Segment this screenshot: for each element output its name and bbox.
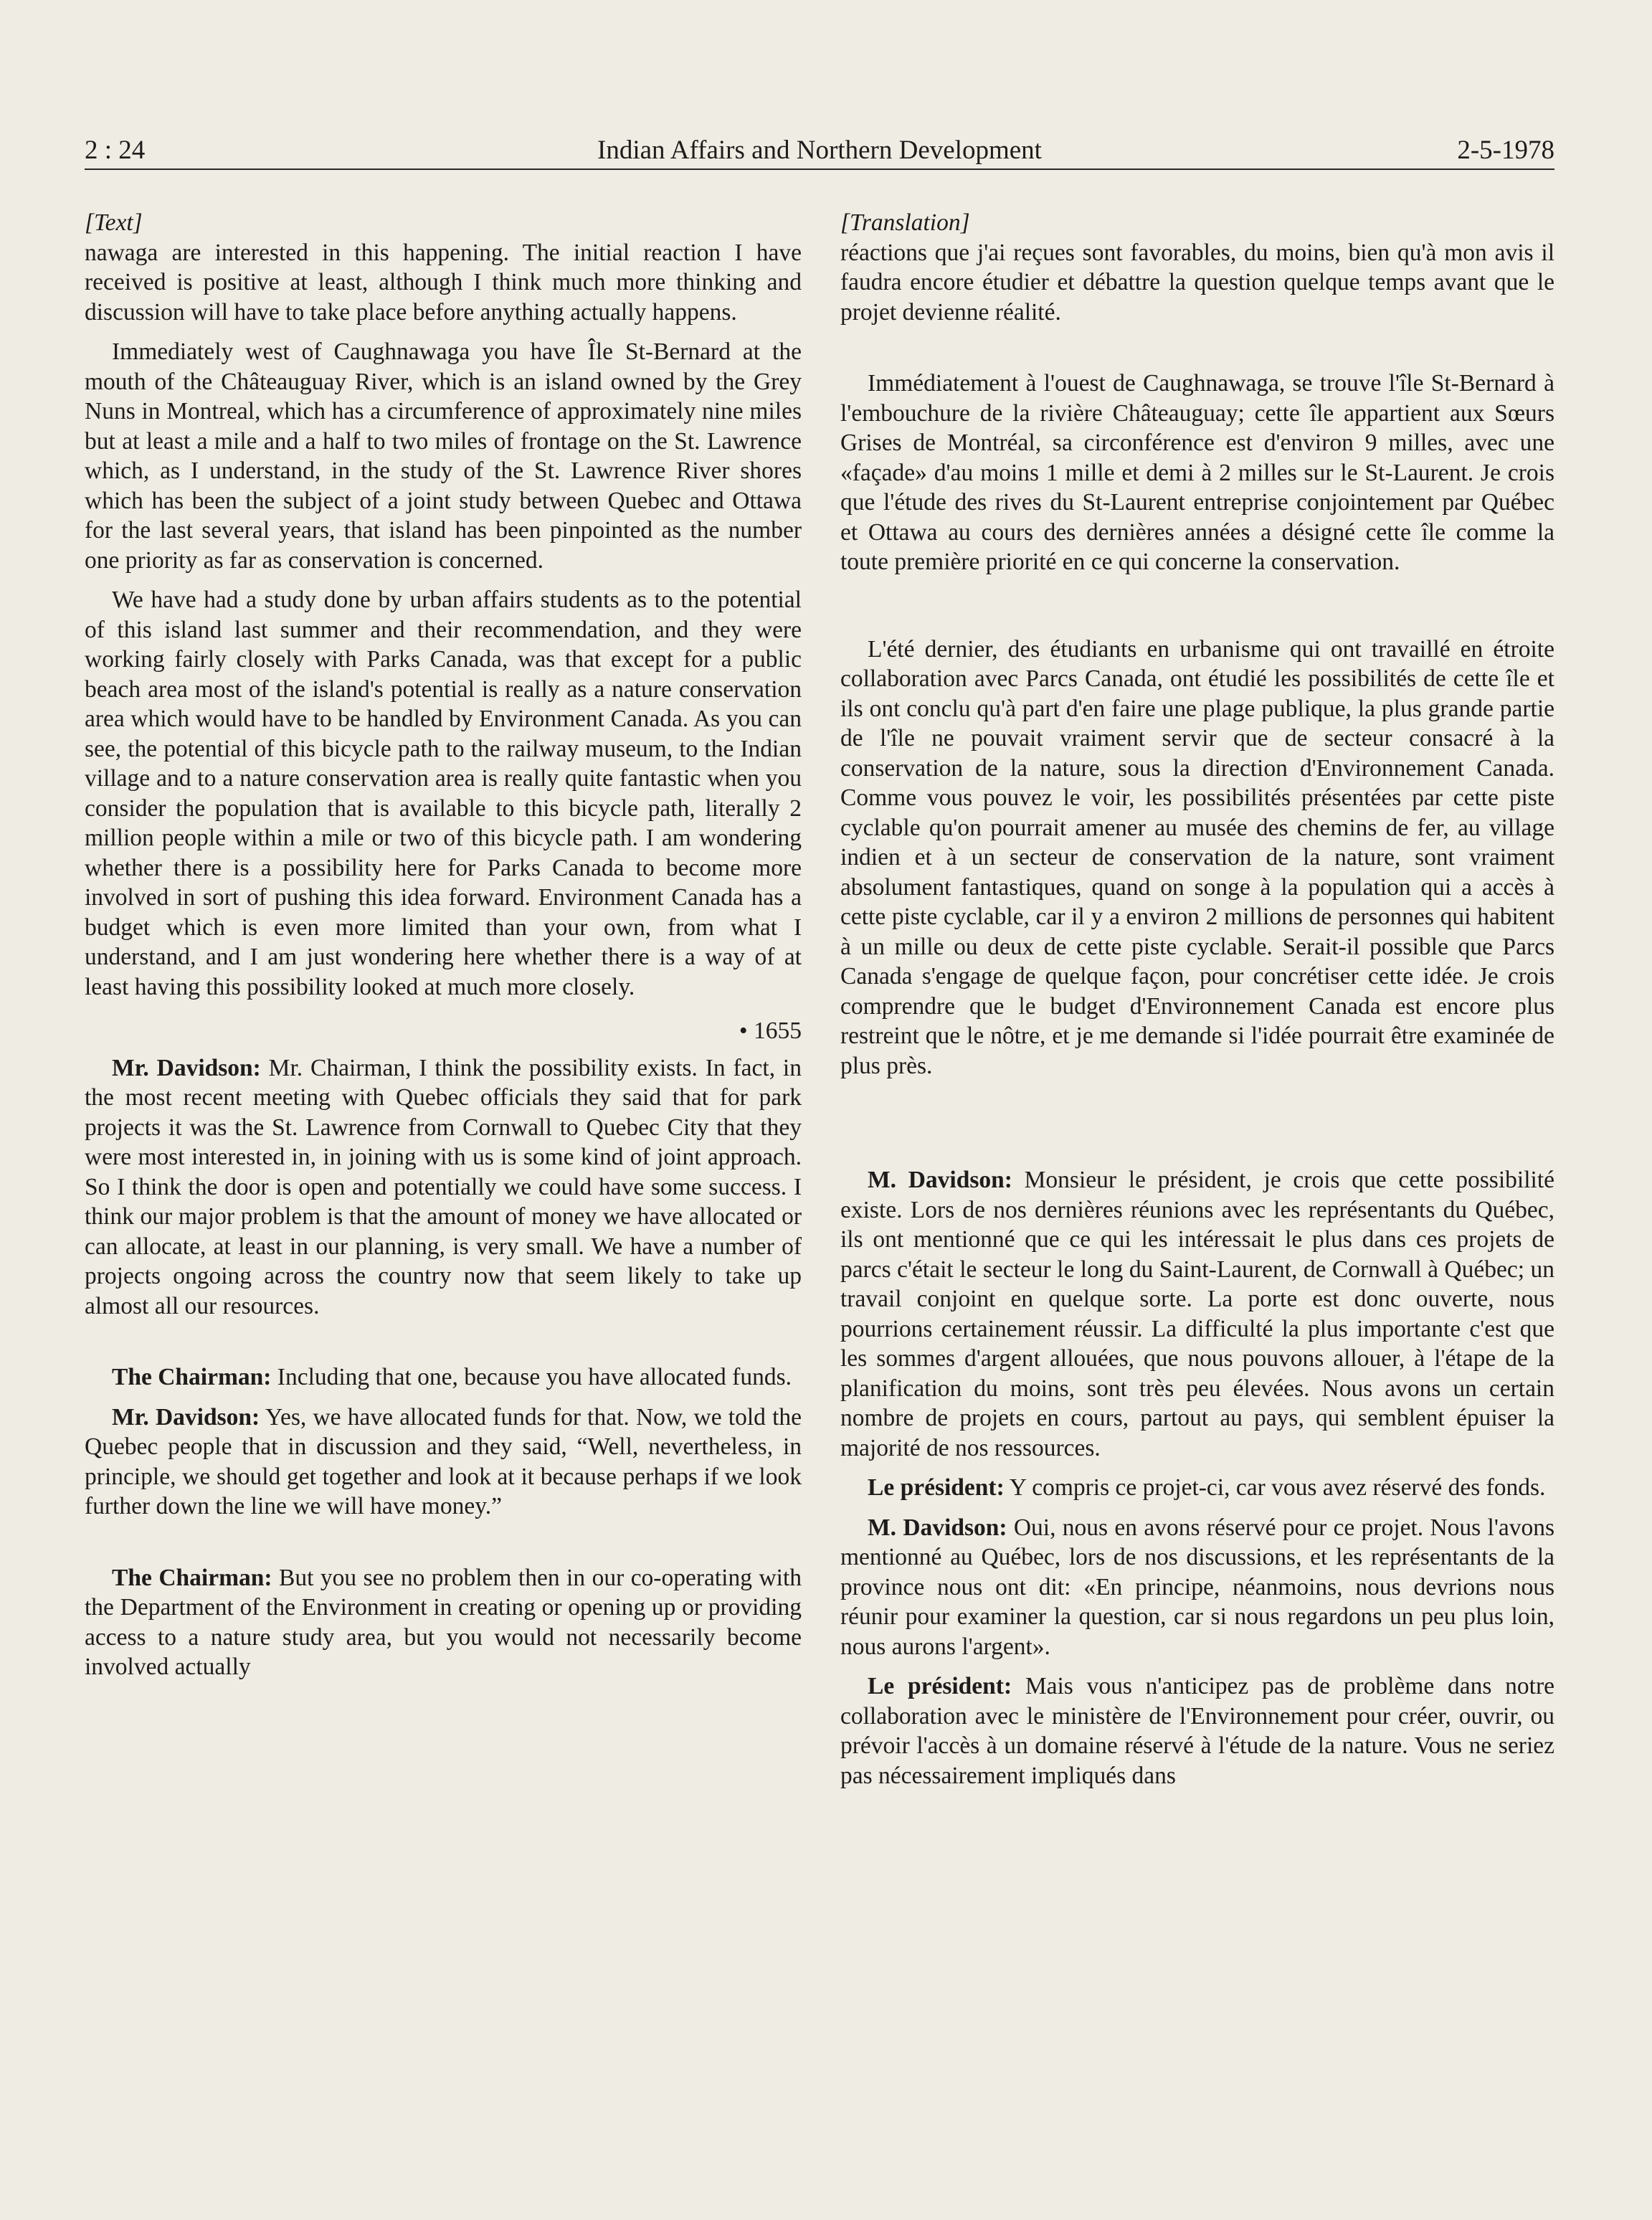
speech bbox=[85, 1403, 802, 1522]
committee-title: Indian Affairs and Northern Development bbox=[597, 136, 1042, 165]
running-header bbox=[85, 133, 1554, 170]
paragraph: L'été dernier, des étudiants en urbanisme qui ont travaillé en étroite collaboration avec Parcs Canada, ont étudié les possibilités de cette île et ils ont conclu qu'à part d'en faire une plage publique, la plus grande partie de l'île ne pouvait vraiment servir que de secteur consacré à la conservation de la nature, sous la direction d'Environnement Canada. Comme vous pouvez le voir, les possibilités présentées par cette piste cyclable qu'on pourrait amener au musée des chemins de fer, au village indien et à un secteur de conservation de la nature, sont vraiment absolument fantastiques, quand on songe à la population qui a accès à cette piste cyclable, car il y a environ 2 millions de personnes qui habitent à un mille ou deux de cette piste cyclable. Serait-il possible que Parcs Canada s'engage de quelque façon, pour concrétiser cette idée. Je crois comprendre que le budget d'Environnement Canada est encore plus restreint que le nôtre, et je me demande si l'idée pourrait être examinée de plus près. bbox=[840, 635, 1554, 1079]
time-marker: • 1655 bbox=[739, 1018, 802, 1044]
paragraph: Immediately west of Caughnawaga you have Île St-Bernard at the mouth of the Châteauguay River, which is an island owned by the Grey Nuns in Montreal, which has a circumference of approximately nine miles but at least a mile and a half to two miles of frontage on the St. Lawrence which, as I understand, in the study of the St. Lawrence River shores which has been the subject of a joint study between Quebec and Ottawa for the last several years, that island has been pinpointed as the number one priority as far as conservation is concerned. bbox=[85, 338, 802, 574]
speech-text: Oui, nous en avons réservé pour ce projet. Nous l'avons mentionné au Québec, lors de nos discussions, et les représentants de la province nous ont dit: «En principe, néanmoins, nous devrions nous réunir pour examiner la question, car si nous regardons un peu plus loin, nous aurons l'argent». bbox=[840, 1514, 1555, 1660]
speaker-name: The Chairman: bbox=[112, 1364, 272, 1390]
speech-text: Including that one, because you have allocated funds. bbox=[271, 1364, 792, 1390]
paragraph: Immédiatement à l'ouest de Caughnawaga, se trouve l'île St-Bernard à l'embouchure de la rivière Châteauguay; cette île appartient aux Sœurs Grises de Montréal, sa circonférence est d'environ 9 milles, avec une «façade» d'au moins 1 mille et demi à 2 milles sur le St-Laurent. Je crois que l'étude des rives du St-Laurent entreprise conjointement par Québec et Ottawa au cours des dernières années a désigné cette île comme la toute première priorité en ce qui concerne la conservation. bbox=[840, 370, 1554, 575]
speech-text: Yes, we have allocated funds for that. Now, we told the Quebec people that in discussion and they said, “Well, nevertheless, in principle, we should get together and look at it because perhaps if we look further down the line we will have money.” bbox=[85, 1403, 802, 1519]
speech-text: Monsieur le président, je crois que cette possibilité existe. Lors de nos dernières réunions avec les représentants du Québec, ils ont mentionné que ce qui les intéressait le plus dans ces projets de parcs c'était le secteur le long du Saint-Laurent, de Cornwall à Québec; un travail conjoint en quelque sorte. La porte est donc ouverte, nous pourrions certainement réussir. La difficulté la plus importante c'est que les sommes d'argent allouées, que nous pouvons allouer, à l'étape de la planification du moins, sont très peu élevées. Nous avons un certain nombre de projets en cours, partout au pays, qui semblent épuiser la majorité de nos ressources. bbox=[840, 1167, 1554, 1461]
speaker-name: Mr. Davidson: bbox=[112, 1403, 260, 1431]
speaker-name: The Chairman: bbox=[112, 1564, 272, 1591]
speech-text: Y compris ce projet-ci, car vous avez réservé des fonds. bbox=[1004, 1474, 1546, 1501]
french-column bbox=[840, 208, 1554, 1790]
speech bbox=[85, 1053, 802, 1322]
speech bbox=[840, 1473, 1554, 1503]
speech bbox=[840, 1165, 1554, 1463]
english-column bbox=[85, 208, 802, 1682]
speech-text: Mr. Chairman, I think the possibility exists. In fact, in the most recent meeting with Quebec officials they said that for park projects it was the St. Lawrence from Cornwall to Quebec City that they were most interested in, in joining with us is some kind of joint approach. So I think the door is open and potentially we could have some success. I think our major problem is that the amount of money we have allocated or can allocate, at least in our planning, is very small. We have a number of projects ongoing across the country now that seem likely to take up almost all our resources. bbox=[85, 1054, 802, 1319]
speech bbox=[840, 1513, 1554, 1662]
speaker-name: Mr. Davidson: bbox=[112, 1054, 261, 1081]
speech-text: But you see no problem then in our co-operating with the Department of the Environment in creating or opening up or providing access to a nature study area, but you would not necessarily become involved actually bbox=[85, 1564, 802, 1680]
speech-text: Mais vous n'anticipez pas de problème dans notre collaboration avec le ministère de l'Environnement pour créer, ouvrir, ou prévoir l'accès à un domaine réservé à l'étude de la nature. Vous ne seriez pas nécessairement impliqués dans bbox=[840, 1673, 1554, 1789]
speaker-name: M. Davidson: bbox=[868, 1514, 1007, 1541]
speaker-name: Le président: bbox=[868, 1673, 1012, 1699]
page-number: 2 : 24 bbox=[85, 136, 146, 165]
speech bbox=[85, 1362, 802, 1393]
translation-label: [Translation] bbox=[840, 209, 970, 236]
text-label: [Text] bbox=[85, 209, 143, 236]
speech bbox=[85, 1563, 802, 1682]
speech bbox=[840, 1671, 1554, 1790]
speaker-name: M. Davidson: bbox=[868, 1167, 1012, 1193]
paragraph: réactions que j'ai reçues sont favorables, du moins, bien qu'à mon avis il faudra encore étudier et débattre la question quelque temps avant que le projet devienne réalité. bbox=[840, 239, 1554, 326]
sitting-date: 2-5-1978 bbox=[1457, 136, 1554, 165]
speaker-name: Le président: bbox=[868, 1474, 1005, 1501]
paragraph: We have had a study done by urban affairs students as to the potential of this island last summer and their recommendation, and they were working fairly closely with Parks Canada, was that except for a public beach area most of the island's potential is really as a nature conservation area which would have to be handled by Environment Canada. As you can see, the potential of this bicycle path to the railway museum, to the Indian village and to a nature conservation area is really quite fantastic when you consider the population that is available to this bicycle path, literally 2 million people within a mile or two of this bicycle path. I am wondering whether there is a possibility here for Parks Canada to become more involved in sort of pushing this idea forward. Environment Canada has a budget which is even more limited than your own, from what I understand, and I am just wondering here whether there is a way of at least having this possibility looked at much more closely. bbox=[85, 587, 802, 1000]
paragraph: nawaga are interested in this happening. The initial reaction I have received is positive at least, although I think much more thinking and discussion will have to take place before anything actually happens. bbox=[85, 239, 802, 326]
